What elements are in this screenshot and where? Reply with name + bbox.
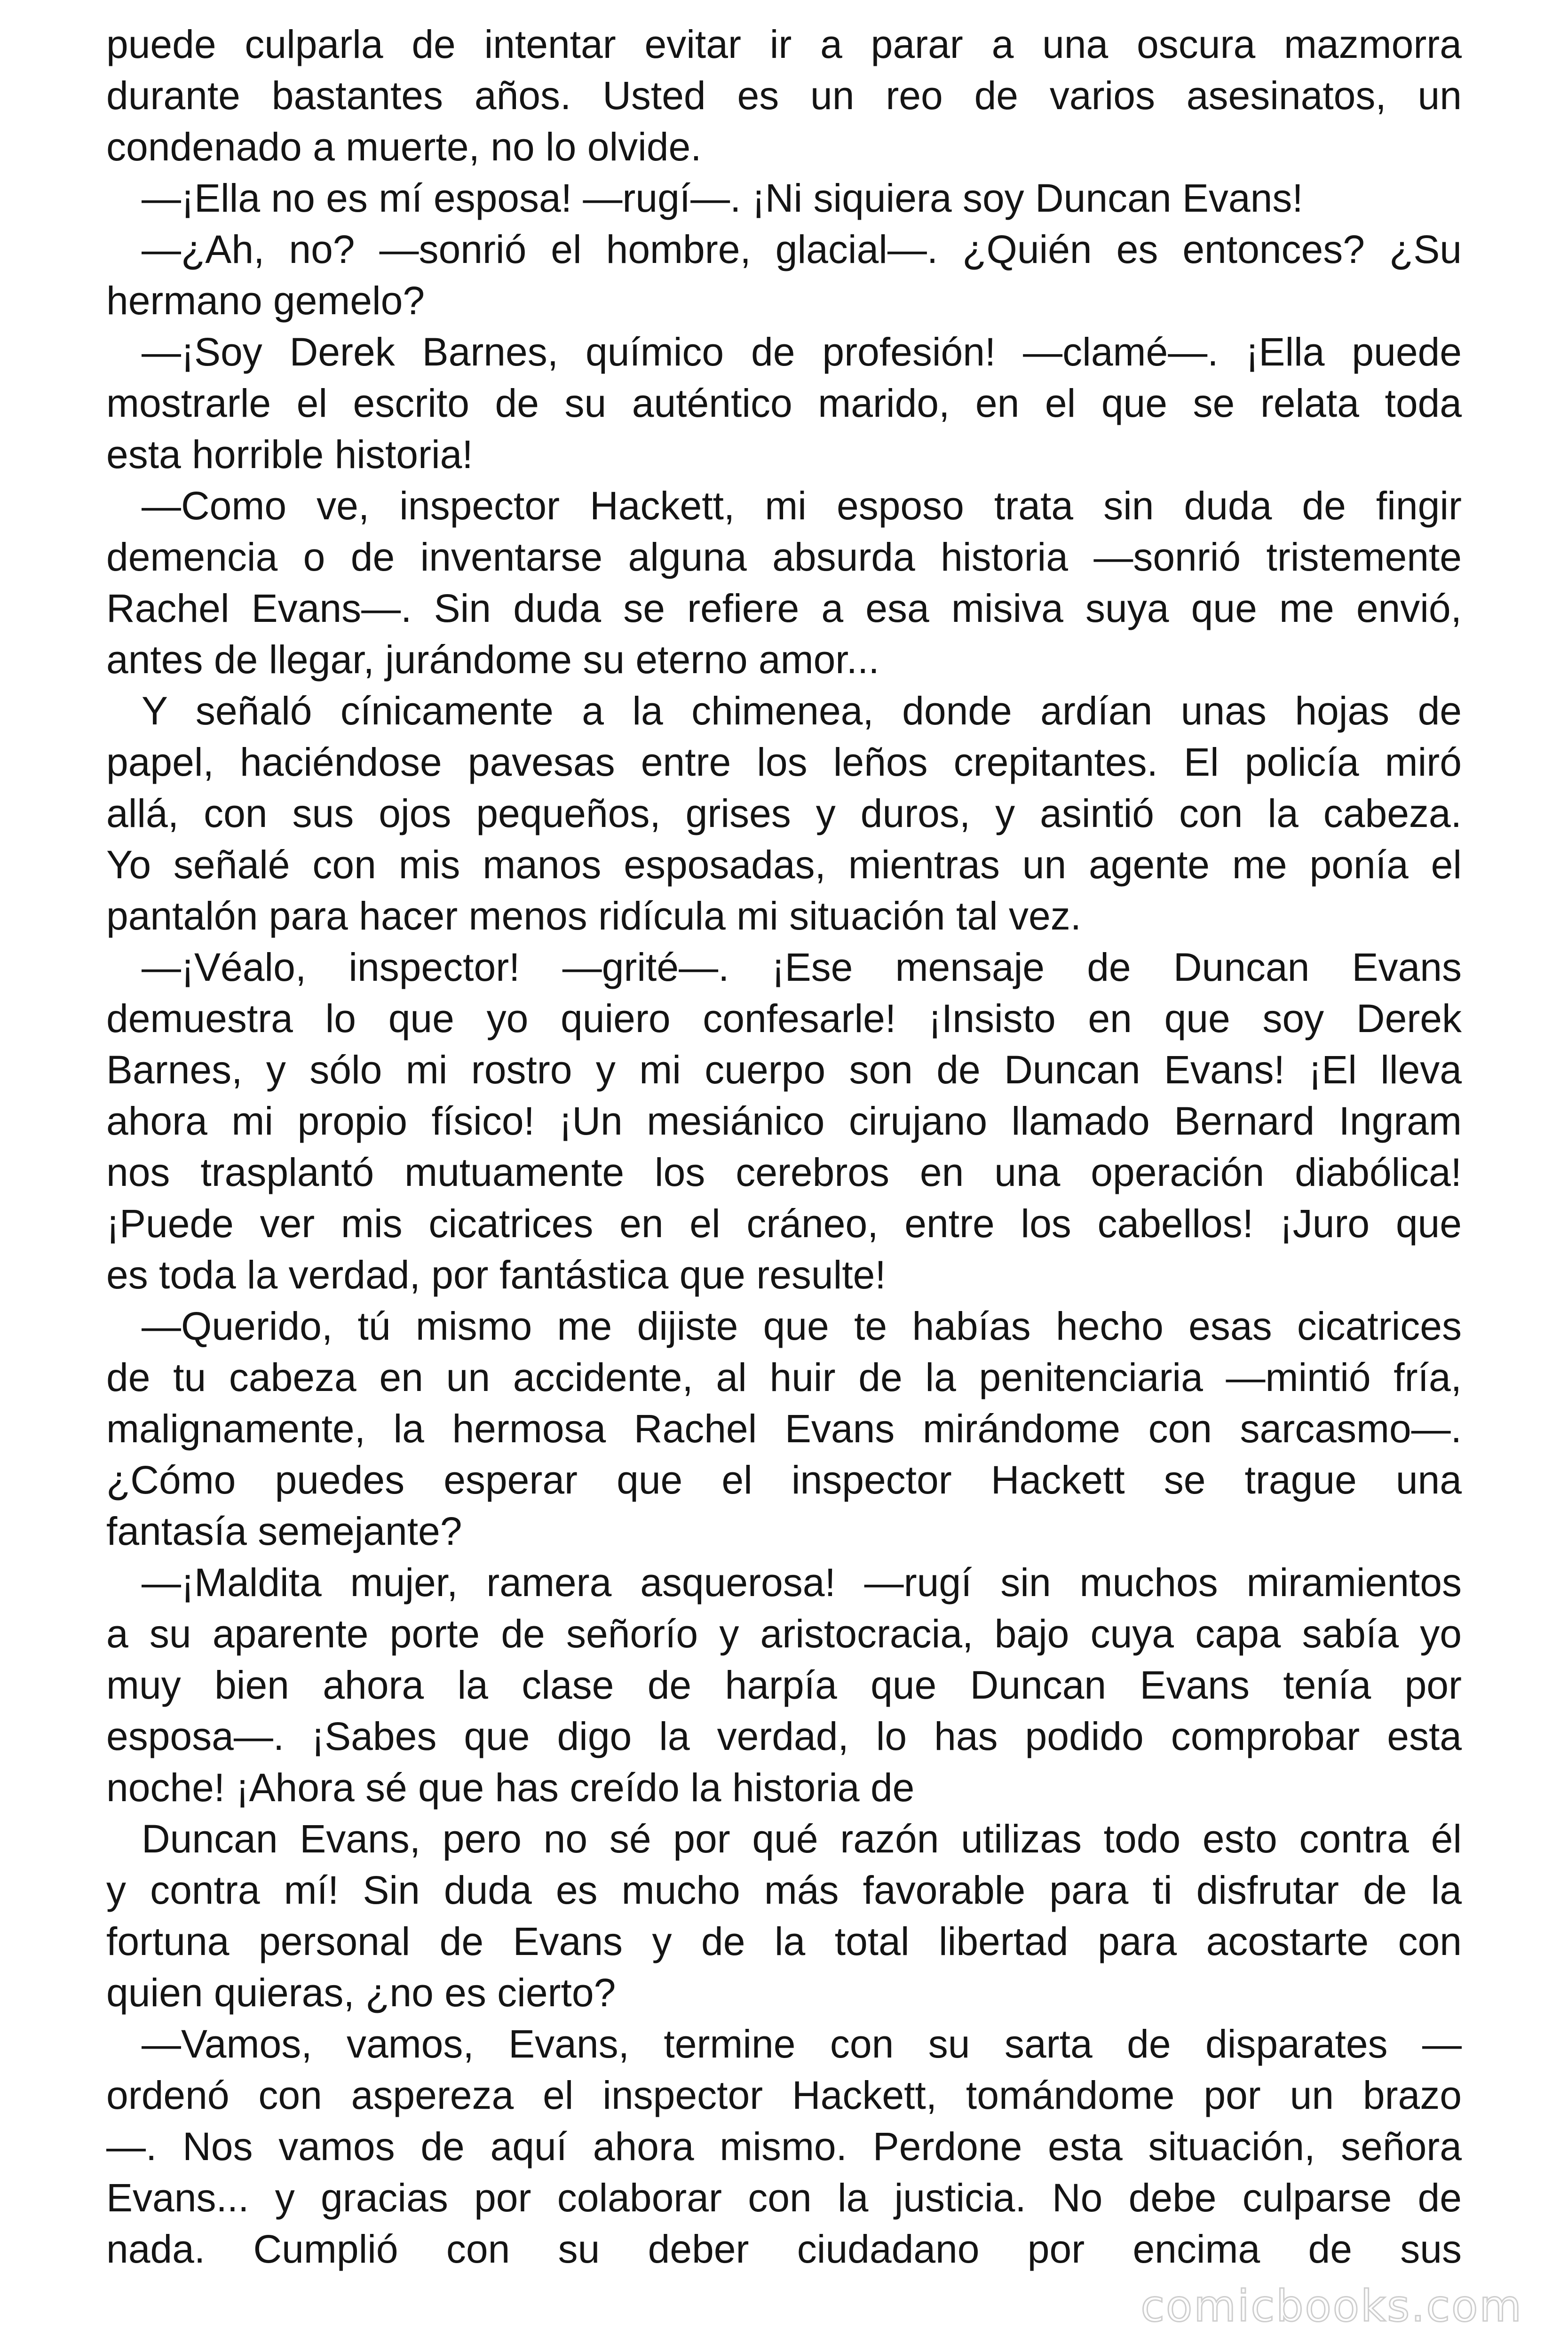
text-line: nada. Cumplió con su deber ciudadano por encima de sus bbox=[106, 2227, 1462, 2271]
text-line: es toda la verdad, por fantástica que resulte! bbox=[106, 1253, 886, 1297]
document-page bbox=[106, 19, 1462, 2275]
text-line: muy bien ahora la clase de harpía que Duncan Evans tenía por bbox=[106, 1663, 1462, 1707]
text-line: mostrarle el escrito de su auténtico marido, en el que se relata toda bbox=[106, 381, 1462, 425]
text-line: quien quieras, ¿no es cierto? bbox=[106, 1971, 616, 2015]
text-line: a su aparente porte de señorío y aristocracia, bajo cuya capa sabía yo bbox=[106, 1612, 1462, 1656]
text-line: fantasía semejante? bbox=[106, 1509, 462, 1553]
text-line: demencia o de inventarse alguna absurda historia —sonrió tristemente bbox=[106, 535, 1462, 579]
text-line: demuestra lo que yo quiero confesarle! ¡Insisto en que soy Derek bbox=[106, 996, 1462, 1041]
text-line: papel, haciéndose pavesas entre los leños crepitantes. El policía miró bbox=[106, 740, 1462, 784]
text-line: —¡Véalo, inspector! —grité—. ¡Ese mensaje de Duncan Evans bbox=[142, 945, 1462, 989]
text-line: de tu cabeza en un accidente, al huir de la penitenciaria —mintió fría, bbox=[106, 1355, 1462, 1399]
text-line: allá, con sus ojos pequeños, grises y duros, y asintió con la cabeza. bbox=[106, 791, 1462, 835]
watermark: comicbooks.com bbox=[1140, 2281, 1523, 2331]
text-line: durante bastantes años. Usted es un reo de varios asesinatos, un bbox=[106, 73, 1462, 118]
text-line: Evans... y gracias por colaborar con la justicia. No debe culparse de bbox=[106, 2176, 1462, 2220]
text-line: —¡Ella no es mí esposa! —rugí—. ¡Ni siquiera soy Duncan Evans! bbox=[142, 176, 1303, 220]
text-line: Rachel Evans—. Sin duda se refiere a esa misiva suya que me envió, bbox=[106, 586, 1462, 630]
text-line: —. Nos vamos de aquí ahora mismo. Perdone esta situación, señora bbox=[106, 2124, 1462, 2169]
text-line: —Vamos, vamos, Evans, termine con su sarta de disparates — bbox=[142, 2022, 1462, 2066]
text-line: hermano gemelo? bbox=[106, 278, 425, 323]
text-line: nos trasplantó mutuamente los cerebros en una operación diabólica! bbox=[106, 1150, 1462, 1194]
text-line: esta horrible historia! bbox=[106, 432, 473, 477]
text-line: ordenó con aspereza el inspector Hackett, tomándome por un brazo bbox=[106, 2073, 1462, 2117]
text-line: fortuna personal de Evans y de la total libertad para acostarte con bbox=[106, 1919, 1462, 1963]
text-line: condenado a muerte, no lo olvide. bbox=[106, 125, 702, 169]
text-line: ¡Puede ver mis cicatrices en el cráneo, entre los cabellos! ¡Juro que bbox=[106, 1201, 1462, 1246]
text-line: —¡Maldita mujer, ramera asquerosa! —rugí sin muchos miramientos bbox=[142, 1560, 1462, 1605]
text-line: esposa—. ¡Sabes que digo la verdad, lo has podido comprobar esta bbox=[106, 1714, 1462, 1758]
text-line: Yo señalé con mis manos esposadas, mientras un agente me ponía el bbox=[106, 842, 1462, 887]
text-line: noche! ¡Ahora sé que has creído la historia de bbox=[106, 1765, 915, 1810]
text-line: —¿Ah, no? —sonrió el hombre, glacial—. ¿Quién es entonces? ¿Su bbox=[142, 227, 1462, 271]
text-line: Duncan Evans, pero no sé por qué razón utilizas todo esto contra él bbox=[142, 1817, 1462, 1861]
text-line: y contra mí! Sin duda es mucho más favorable para ti disfrutar de la bbox=[106, 1868, 1462, 1912]
text-line: pantalón para hacer menos ridícula mi situación tal vez. bbox=[106, 894, 1082, 938]
text-line: ¿Cómo puedes esperar que el inspector Hackett se trague una bbox=[106, 1458, 1462, 1502]
text-line: ahora mi propio físico! ¡Un mesiánico cirujano llamado Bernard Ingram bbox=[106, 1099, 1462, 1143]
body-text bbox=[106, 19, 1462, 2275]
text-line: —Querido, tú mismo me dijiste que te habías hecho esas cicatrices bbox=[142, 1304, 1462, 1348]
text-line: antes de llegar, jurándome su eterno amor... bbox=[106, 637, 879, 682]
text-line: —Como ve, inspector Hackett, mi esposo trata sin duda de fingir bbox=[142, 484, 1462, 528]
text-line: malignamente, la hermosa Rachel Evans mirándome con sarcasmo—. bbox=[106, 1406, 1462, 1451]
text-line: puede culparla de intentar evitar ir a parar a una oscura mazmorra bbox=[106, 22, 1462, 66]
text-line: Barnes, y sólo mi rostro y mi cuerpo son de Duncan Evans! ¡El lleva bbox=[106, 1048, 1462, 1092]
text-line: Y señaló cínicamente a la chimenea, donde ardían unas hojas de bbox=[142, 689, 1462, 733]
text-line: —¡Soy Derek Barnes, químico de profesión! —clamé—. ¡Ella puede bbox=[142, 330, 1462, 374]
